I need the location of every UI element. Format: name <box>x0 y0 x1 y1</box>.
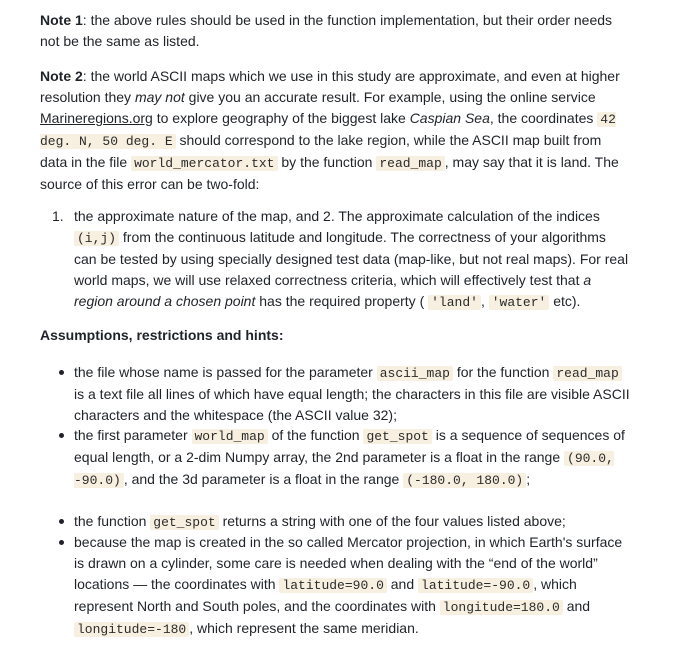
list-item: 1. the approximate nature of the map, and 2. The approximate calculation of the indices (i,j) from the continuous latitude and longitude. The correctness of your algorithms can be tested by using specially designed test data (map-like, but not real maps). For real world maps, we will use relaxed correctness criteria, which will effectively test that a region around a chosen point has the required property ( 'land' , 'water' etc). <box>52 208 629 310</box>
lat-south-code: latitude=-90.0 <box>418 578 533 593</box>
note-2: Note 2: the world ASCII maps which we use in this study are approximate, and even at higher resolution they may not give you an accurate result. For example, using the online service Marineregions.org to explore geography of the biggest lake Caspian Sea, the coordinates 42 deg. N, 50 deg. E should correspond to the lake region, while the ASCII map built from data in the file world_mercator.txt by the function read_map , may say that it is land. The source of this error can be two-fold: <box>40 68 620 192</box>
list-item: the function get_spot returns a string with one of the four values listed above; <box>74 511 630 533</box>
water-code: 'water' <box>489 295 550 310</box>
lat-north-code: latitude=90.0 <box>279 578 386 593</box>
list-item: the first parameter world_map of the function get_spot is a sequence of sequences of equal length, or a 2-dim Numpy array, the 2nd parameter is a float in the range (90.0, -90.0) , and the 3d parameter is a float in the range (-180.0, 180.0) ; <box>74 425 630 491</box>
bullet-icon <box>59 540 64 545</box>
read-map-code: read_map <box>376 156 444 171</box>
note-1: Note 1: the above rules should be used in the function implementation, but their order needs not be the same as listed. <box>40 12 613 49</box>
list-item: because the map is created in the so called Mercator projection, in which Earth's surface is drawn on a cylinder, some care is needed when dealing with the “end of the world” locations — the coordinates with latitude=90.0 and latitude=-90.0 , which represent North and South poles, and the coordinates with longitude=180.0 and longitude=-180 , which represent the same meridian. <box>74 532 630 640</box>
ascii-map-code: ascii_map <box>377 366 453 381</box>
lon-range-code: (-180.0, 180.0) <box>403 473 526 488</box>
coords-code: 42 deg. N, 50 deg. E <box>40 112 616 149</box>
assumptions-heading: Assumptions, restrictions and hints: <box>40 327 284 343</box>
bullet-icon <box>59 370 64 375</box>
read-map-code: read_map <box>553 366 621 381</box>
land-code: 'land' <box>428 295 481 310</box>
marineregions-link[interactable]: Marineregions.org <box>40 110 153 126</box>
lon-neg180-code: longitude=-180 <box>74 622 189 637</box>
list-number: 1. <box>52 208 64 224</box>
lon-180-code: longitude=180.0 <box>440 600 563 615</box>
list-item: the file whose name is passed for the parameter ascii_map for the function read_map is a text file all lines of which have equal length; the characters in this file are visible ASCII characters and the whitespace (the ASCII value 32); <box>74 362 630 426</box>
get-spot-code: get_spot <box>150 515 218 530</box>
lat-range-code: (90.0, -90.0) <box>74 451 614 488</box>
filename-code: world_mercator.txt <box>131 156 277 171</box>
get-spot-code: get_spot <box>363 429 431 444</box>
bullet-icon <box>59 519 64 524</box>
bullet-icon <box>59 433 64 438</box>
ij-code: (i,j) <box>74 231 119 246</box>
world-map-code: world_map <box>192 429 268 444</box>
